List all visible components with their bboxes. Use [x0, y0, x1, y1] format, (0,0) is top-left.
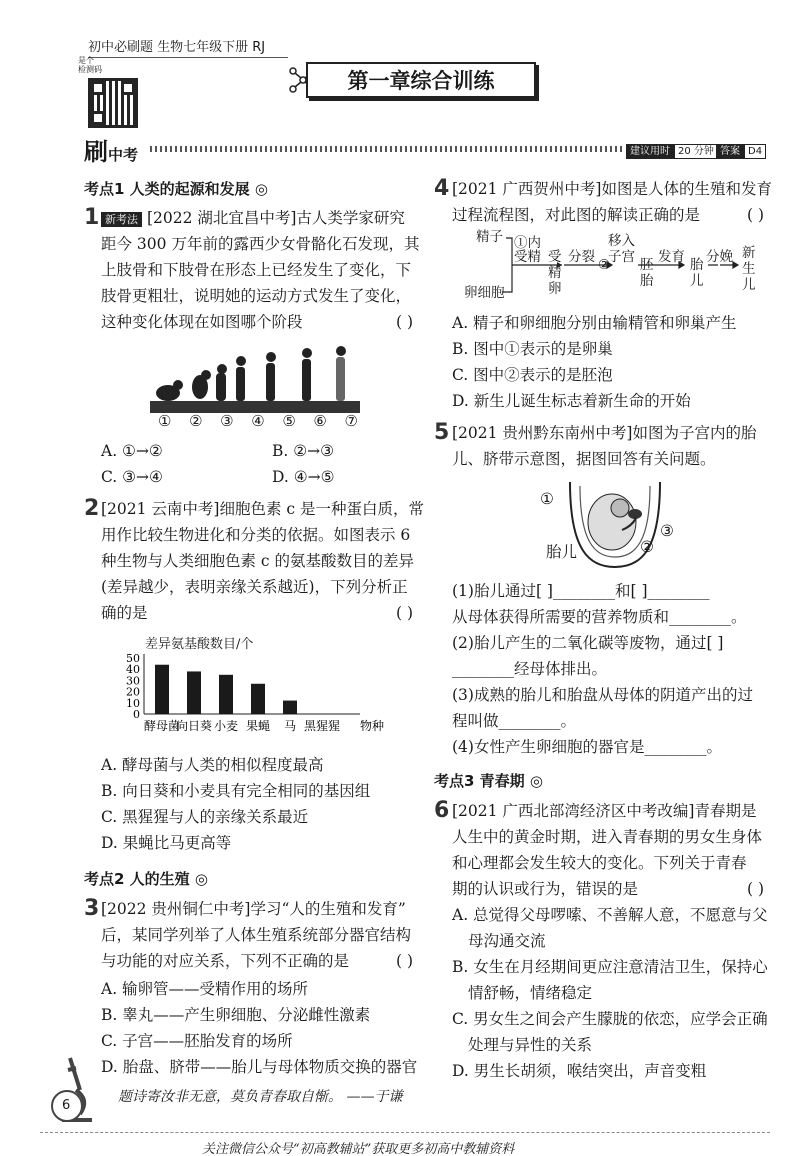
y-tick-label: 30 — [126, 674, 140, 688]
footer-promo: 关注微信公众号“初高教辅站”获取更多初高中教辅资料 — [202, 1142, 515, 1156]
flow-n1b: 受精 — [514, 249, 541, 265]
stage-label: ③ — [220, 412, 234, 430]
flow-fetus1: 胎 — [690, 257, 704, 273]
q5-part3a[interactable]: (3)成熟的胎儿和胎盘从母体的阴道产出的过 — [452, 686, 753, 704]
q3-body — [101, 896, 421, 974]
q1-option-d[interactable]: D. ④→⑤ — [272, 468, 335, 486]
q6-line4: 期的认识或行为，错误的是 — [452, 880, 639, 898]
new-method-tag: 新考法 — [101, 212, 142, 227]
flow-develop: 发育 — [658, 249, 685, 265]
flow-embryo1: 胚 — [640, 257, 654, 273]
chart-ylabel: 差异氨基酸数目/个 — [145, 637, 254, 652]
q6-option-d[interactable]: D. 男生长胡须，喉结突出，声音变粗 — [452, 1062, 707, 1080]
stage-label: ④ — [251, 412, 265, 430]
q3-option-c[interactable]: C. 子宫——胚胎发育的场所 — [101, 1032, 293, 1050]
q2-line1: [2021 云南中考]细胞色素 c 是一种蛋白质，常 — [101, 500, 425, 518]
q5-part2b[interactable]: ________经母体排出。 — [452, 660, 608, 678]
q3-line1: [2022 贵州铜仁中考]学习“人的生殖和发育” — [101, 900, 406, 918]
q4-option-a[interactable]: A. 精子和卵细胞分别由输精管和卵巢产生 — [452, 314, 737, 332]
q6-option-a-cont: 母沟通交流 — [468, 932, 546, 950]
stage-label: ⑥ — [313, 412, 327, 430]
target-icon: ◎ — [254, 180, 268, 198]
q1-option-b[interactable]: B. ②→③ — [272, 442, 335, 460]
time-value: 20 分钟 — [674, 144, 718, 159]
q5-part4[interactable]: (4)女性产生卵细胞的器官是________。 — [452, 738, 722, 756]
x-tick-label: 果蝇 — [245, 719, 271, 733]
q1-number: 1 — [84, 205, 100, 230]
q6-line2: 人生中的黄金时期，进入青春期的男女生身体 — [452, 828, 763, 846]
y-tick-label: 0 — [133, 708, 140, 721]
section-3-label: 考点3 青春期 — [434, 772, 525, 790]
page-number: 6 — [62, 1098, 71, 1113]
q6-option-a[interactable]: A. 总觉得父母啰嗦、不善解人意，不愿意与父 — [452, 906, 768, 924]
x-tick-label: 马 — [283, 719, 297, 733]
q4-line2: 过程流程图，对此图的解读正确的是 — [452, 206, 701, 224]
bar — [283, 701, 297, 714]
uterus-label-fetus: 胎儿 — [546, 543, 578, 561]
q4-line1: [2021 广西贺州中考]如图是人体的生殖和发育 — [452, 180, 772, 198]
flow-sperm: 精子 — [476, 229, 503, 245]
q5-parts — [452, 578, 772, 760]
x-tick-label: 黑猩猩 — [303, 719, 341, 733]
qr-label: 是个 检测码 — [78, 56, 102, 74]
q3-option-a[interactable]: A. 输卵管——受精作用的场所 — [101, 980, 309, 998]
q2-line4: (差异越少，表明亲缘关系越近)，下列分析正 — [101, 578, 408, 596]
q2-line3: 种生物与人类细胞色素 c 的氨基酸数目的差异 — [101, 552, 415, 570]
q6-answer-paren[interactable]: ( ) — [746, 880, 764, 898]
q2-option-a[interactable]: A. 酵母菌与人类的相似程度最高 — [101, 756, 324, 774]
q1-line4: 肢骨更粗壮，说明她的运动方式发生了变化， — [101, 287, 412, 305]
evolution-figure — [150, 345, 360, 413]
x-tick-label: 向日葵 — [175, 719, 213, 733]
flow-move2: 子宫 — [608, 249, 635, 265]
q6-option-b[interactable]: B. 女生在月经期间更应注意清洁卫生，保持心 — [452, 958, 768, 976]
q4-number: 4 — [434, 176, 450, 201]
flow-zygote2: 精 — [548, 265, 562, 281]
y-tick-label: 10 — [126, 696, 140, 710]
q3-number: 3 — [84, 896, 100, 921]
brush-char: 刷 — [84, 138, 108, 166]
brush-sub: 中考 — [108, 146, 139, 164]
q2-answer-paren[interactable]: ( ) — [395, 604, 413, 622]
q5-part1b[interactable]: 从母体获得所需要的营养物质和________。 — [452, 608, 747, 626]
microscope-icon — [40, 1050, 100, 1130]
q1-line2: 距今 300 万年前的露西少女骨骼化石发现，其 — [101, 235, 420, 253]
q6-body — [452, 798, 772, 902]
q3-answer-paren[interactable]: ( ) — [395, 952, 413, 970]
footer-quote: 题诗寄汝非无意，莫负青春取自惭。 ——于谦 — [118, 1089, 403, 1105]
amino-acid-bar-chart — [110, 650, 390, 746]
stage-labels — [158, 412, 358, 430]
uterus-label-3: ③ — [660, 522, 674, 540]
q5-part3b[interactable]: 程叫做________。 — [452, 712, 577, 730]
x-tick-label: 小麦 — [213, 719, 239, 733]
bar — [219, 675, 233, 714]
flow-nb3: 儿 — [742, 277, 756, 293]
flow-birth: 分娩 — [706, 249, 733, 265]
q5-number: 5 — [434, 420, 450, 445]
q4-option-b[interactable]: B. 图中①表示的是卵巢 — [452, 340, 613, 358]
stage-label: ① — [158, 412, 172, 430]
flow-n1: ①内 — [514, 235, 541, 251]
bar — [155, 665, 169, 714]
section-1-label: 考点1 人类的起源和发展 — [84, 180, 250, 198]
flow-nb2: 生 — [742, 261, 756, 277]
uterus-label-1: ① — [540, 490, 554, 508]
q3-line2: 后，某同学列举了人体生殖系统部分器官结构 — [101, 926, 412, 944]
q1-line3: 上肢骨和下肢骨在形态上已经发生了变化，下 — [101, 261, 412, 279]
q2-line5: 确的是 — [101, 604, 148, 622]
q5-part1a[interactable]: (1)胎儿通过[ ]________和[ ]________ — [452, 582, 710, 600]
section-2-label: 考点2 人的生殖 — [84, 870, 190, 888]
section-1-title — [84, 178, 268, 199]
book-title: 初中必刷题 生物七年级下册 RJ — [88, 36, 288, 58]
q4-option-c[interactable]: C. 图中②表示的是胚泡 — [452, 366, 613, 384]
q6-option-c-cont: 处理与异性的关系 — [468, 1036, 593, 1054]
y-tick-label: 20 — [126, 685, 140, 699]
stage-label: ⑤ — [282, 412, 296, 430]
header-rule — [150, 146, 625, 152]
q4-body — [452, 176, 772, 228]
q2-option-c[interactable]: C. 黑猩猩与人的亲缘关系最近 — [101, 808, 309, 826]
time-badge — [626, 140, 718, 159]
bar — [251, 684, 265, 714]
flow-egg: 卵细胞 — [464, 285, 505, 301]
q4-answer-paren[interactable]: ( ) — [746, 206, 764, 224]
q3-line3: 与功能的对应关系，下列不正确的是 — [101, 952, 350, 970]
answer-badge — [716, 140, 766, 159]
section-brush — [84, 132, 138, 167]
q1-body — [101, 205, 421, 335]
chapter-title: 第一章综合训练 — [306, 62, 536, 98]
q6-option-b-cont: 情舒畅，情绪稳定 — [468, 984, 593, 1002]
flow-embryo2: 胎 — [640, 273, 654, 289]
flow-zygote3: 卵 — [548, 281, 562, 297]
q1-line5: 这种变化体现在如图哪个阶段 — [101, 313, 303, 331]
q6-line1: [2021 广西北部湾经济区中考改编]青春期是 — [452, 802, 757, 820]
y-tick-label: 50 — [126, 652, 140, 665]
bar — [187, 671, 201, 714]
q6-options — [452, 902, 772, 1084]
q2-number: 2 — [84, 496, 100, 521]
q1-line1: [2022 湖北宜昌中考]古人类学家研究 — [146, 209, 405, 227]
flow-move1: 移入 — [608, 233, 635, 249]
flow-zygote1: 受 — [548, 249, 562, 265]
q1-option-a[interactable]: A. ①→② — [101, 442, 163, 460]
uterus-label-2: ② — [640, 538, 654, 556]
stage-label: ② — [189, 412, 203, 430]
stage-label: ⑦ — [344, 412, 358, 430]
q2-option-d[interactable]: D. 果蝇比马更高等 — [101, 834, 232, 852]
q6-number: 6 — [434, 798, 450, 823]
qr-code[interactable] — [88, 78, 138, 128]
q3-option-b[interactable]: B. 睾丸——产生卵细胞、分泌雌性激素 — [101, 1006, 371, 1024]
time-label: 建议用时 — [626, 144, 674, 159]
target-icon: ◎ — [194, 870, 208, 888]
q2-option-b[interactable]: B. 向日葵和小麦具有完全相同的基因组 — [101, 782, 371, 800]
footer-rule — [40, 1132, 770, 1133]
flow-nb1: 新 — [742, 245, 756, 261]
q2-line2: 用作比较生物进化和分类的依据。如图表示 6 — [101, 526, 411, 544]
answer-label: 答案 — [716, 144, 744, 159]
reproduction-flowchart — [452, 228, 772, 308]
answer-page: D4 — [744, 144, 766, 159]
q2-body — [101, 496, 425, 626]
section-2-title — [84, 868, 208, 889]
q4-option-d[interactable]: D. 新生儿诞生标志着新生命的开始 — [452, 392, 691, 410]
flow-n2: ② — [598, 257, 611, 273]
y-tick-label: 40 — [126, 663, 140, 677]
q5-line2: 儿、脐带示意图，据图回答有关问题。 — [452, 450, 716, 468]
q5-line1: [2021 贵州黔东南州中考]如图为子宫内的胎 — [452, 424, 757, 442]
q5-part2a[interactable]: (2)胎儿产生的二氧化碳等废物，通过[ ] — [452, 634, 724, 652]
q6-line3: 和心理都会发生较大的变化。下列关于青春 — [452, 854, 747, 872]
flow-split: 分裂 — [568, 249, 595, 265]
q3-option-d[interactable]: D. 胎盘、脐带——胎儿与母体物质交换的器官 — [101, 1058, 418, 1076]
target-icon: ◎ — [529, 772, 543, 790]
flow-fetus2: 儿 — [690, 273, 704, 289]
q5-body — [452, 420, 772, 472]
x-tick-label: 酵母菌 — [143, 719, 181, 733]
section-3-title — [434, 770, 543, 791]
q6-option-c[interactable]: C. 男女生之间会产生朦胧的依恋，应学会正确 — [452, 1010, 768, 1028]
q1-answer-paren[interactable]: ( ) — [395, 313, 413, 331]
x-axis-label: 物种 — [359, 719, 385, 733]
q1-option-c[interactable]: C. ③→④ — [101, 468, 163, 486]
